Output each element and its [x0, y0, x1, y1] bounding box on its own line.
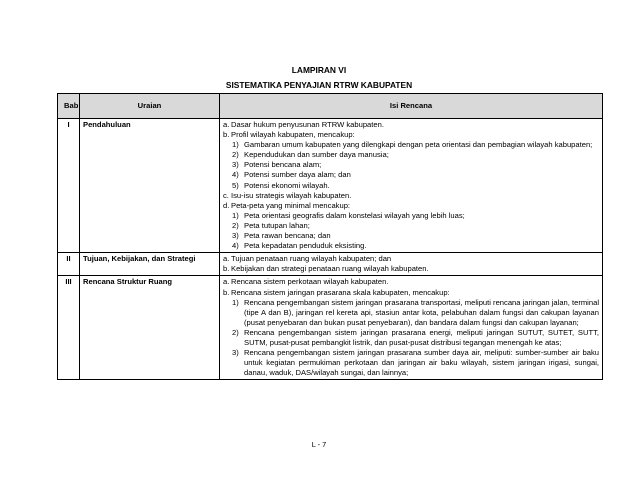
column-header-uraian: Uraian	[80, 94, 220, 119]
list-item	[223, 201, 599, 211]
list-marker: d.	[223, 200, 230, 210]
list-item	[223, 328, 599, 348]
table-header-row	[58, 94, 603, 119]
list-item	[223, 170, 599, 180]
list-marker: a.	[223, 254, 230, 264]
list-item	[223, 241, 599, 251]
table-body	[58, 119, 603, 380]
list-marker: 1)	[232, 140, 239, 150]
page-subtitle: SISTEMATIKA PENYAJIAN RTRW KABUPATEN	[225, 80, 413, 90]
list-marker: b.	[223, 130, 230, 140]
list-item	[223, 150, 599, 160]
list-item	[223, 288, 599, 298]
list-item-text: Peta kepadatan penduduk eksisting.	[244, 241, 367, 251]
list-marker: 4)	[232, 241, 239, 251]
list-item-text: Rencana pengembangan sistem jaringan prasarana energi, meliputi jaringan SUTUT, SUTET, SUTT, SUTM, pusat-pusat pembangkit listrik, dan pusat-pusat distribusi tegangan menengah ke atas;	[244, 327, 599, 347]
list-item-text: Peta-peta yang minimal mencakup:	[231, 200, 351, 210]
list-marker: 4)	[232, 170, 239, 180]
list-item-text: Peta orientasi geografis dalam konstelasi wilayah yang lebih luas;	[244, 210, 465, 220]
list-marker: 1)	[232, 297, 239, 307]
list-item	[223, 298, 599, 328]
list-item	[223, 191, 599, 201]
list-item	[223, 130, 599, 140]
table-row	[58, 119, 603, 253]
list-item-text: Potensi ekonomi wilayah.	[244, 180, 330, 190]
list-marker: 2)	[232, 327, 239, 337]
uraian-cell: Rencana Struktur Ruang	[80, 276, 220, 380]
list-item	[223, 221, 599, 231]
list-item-text: Rencana pengembangan sistem jaringan prasarana sumber daya air, meliputi: sumber-sumber air baku untuk kegiatan permukiman perkotaan dan jaringan air baku wilayah, sistem jaringan irigasi, sungai, danau, waduk, DAS/wilayah sungai, dan lainnya;	[244, 348, 599, 378]
list-marker: 5)	[232, 180, 239, 190]
list-item-text: Peta tutupan lahan;	[244, 220, 310, 230]
list-item	[223, 277, 599, 287]
list-item	[223, 348, 599, 378]
bab-cell: II	[58, 253, 80, 276]
list-item	[223, 181, 599, 191]
isi-rencana-cell	[220, 276, 603, 380]
list-item-text: Isu-isu strategis wilayah kabupaten.	[231, 190, 352, 200]
list-item-text: Rencana pengembangan sistem jaringan prasarana transportasi, meliputi rencana jaringan jalan, terminal (tipe A dan B), jaringan rel kereta api, stasiun antar kota, pelabuhan dalam fungsi dan cakupan layanan (pusat penyebaran dan bukan pusat penyebaran), dan bandara dalam fungsi dan cakupan layanan;	[244, 297, 600, 327]
list-item	[223, 140, 599, 150]
list-item-text: Gambaran umum kabupaten yang dilengkapi dengan peta orientasi dan pembagian wilayah kabupaten;	[244, 140, 593, 150]
list-marker: 3)	[232, 160, 239, 170]
list-marker: a.	[223, 277, 230, 287]
uraian-cell: Pendahuluan	[80, 119, 220, 253]
page-title: LAMPIRAN VI	[291, 65, 347, 75]
list-item-text: Potensi bencana alam;	[244, 160, 322, 170]
list-item-text: Kebijakan dan strategi penataan ruang wilayah kabupaten.	[231, 264, 429, 274]
uraian-cell: Tujuan, Kebijakan, dan Strategi	[80, 253, 220, 276]
list-marker: 2)	[232, 150, 239, 160]
page-number: L - 7	[311, 440, 327, 449]
list-marker: 3)	[232, 348, 239, 358]
list-item	[223, 231, 599, 241]
list-marker: 2)	[232, 220, 239, 230]
column-header-isi-rencana: Isi Rencana	[220, 94, 603, 119]
list-marker: 3)	[232, 231, 239, 241]
list-marker: a.	[223, 120, 230, 129]
list-marker: b.	[223, 264, 230, 274]
isi-rencana-cell	[220, 253, 603, 276]
list-item	[223, 264, 599, 274]
list-marker: b.	[223, 287, 230, 297]
sistematika-table	[57, 93, 603, 380]
list-item-text: Dasar hukum penyusunan RTRW kabupaten.	[231, 120, 384, 129]
list-item-text: Profil wilayah kabupaten, mencakup:	[231, 130, 355, 140]
list-item	[223, 254, 599, 264]
table-row	[58, 276, 603, 380]
list-item-text: Potensi sumber daya alam; dan	[244, 170, 351, 180]
bab-cell: III	[58, 276, 80, 380]
list-item-text: Rencana sistem perkotaan wilayah kabupaten.	[231, 277, 389, 287]
list-item	[223, 120, 599, 130]
isi-rencana-cell	[220, 119, 603, 253]
list-item-text: Kependudukan dan sumber daya manusia;	[244, 150, 389, 160]
column-header-bab: Bab	[58, 94, 80, 119]
table-row	[58, 253, 603, 276]
list-marker: c.	[223, 190, 229, 200]
list-item-text: Rencana sistem jaringan prasarana skala kabupaten, mencakup:	[231, 287, 450, 297]
bab-cell: I	[58, 119, 80, 253]
list-item	[223, 160, 599, 170]
list-item-text: Peta rawan bencana; dan	[244, 231, 331, 241]
list-item	[223, 211, 599, 221]
list-marker: 1)	[232, 210, 239, 220]
list-item-text: Tujuan penataan ruang wilayah kabupaten; dan	[231, 254, 392, 264]
